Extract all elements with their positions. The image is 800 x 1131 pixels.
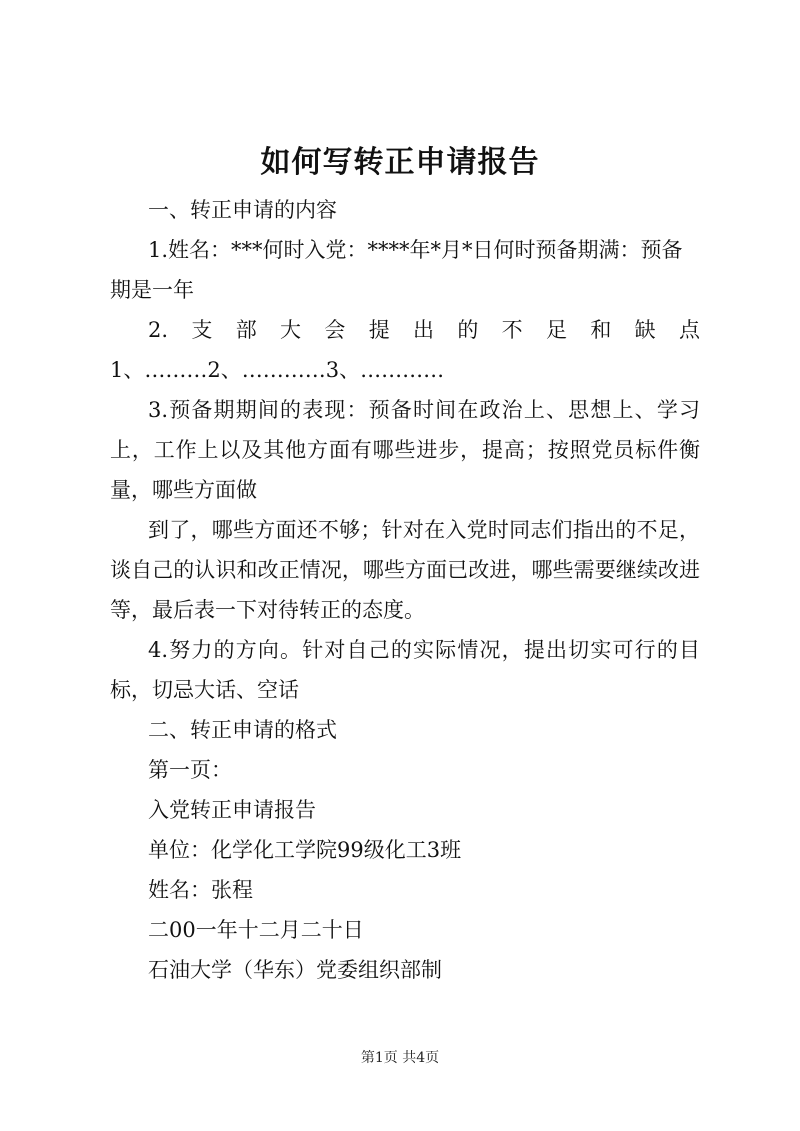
item-2-char: 缺: [634, 318, 656, 342]
page-one-label: 第一页：: [148, 758, 232, 782]
item-3-text: 3.预备期期间的表现：预备时间在政治上、思想上、学习上，工作上以及其他方面有哪些进步，提高；按照党员标件衡量，哪些方面做: [110, 398, 700, 502]
item-2-char: 会: [324, 318, 346, 342]
item-3-continuation: 到了，哪些方面还不够；针对在入党时同志们指出的不足，谈自己的认识和改正情况，哪些方面已改进，哪些需要继续改进等，最后表一下对待转正的态度。: [110, 518, 700, 622]
item-2-char: 点: [678, 318, 700, 342]
item-2-char: 出: [413, 318, 435, 342]
item-2-char: 提: [368, 318, 390, 342]
unit-line: 单位：化学化工学院99级化工3班: [148, 838, 462, 862]
document-body: [110, 190, 700, 990]
section-heading-content: 一、转正申请的内容: [148, 198, 337, 222]
item-4-text: 4.努力的方向。针对自己的实际情况，提出切实可行的目标，切忌大话、空话: [110, 638, 700, 702]
item-2-char: 和: [590, 318, 612, 342]
maker-line: 石油大学（华东）党委组织部制: [148, 958, 442, 982]
item-2-spread-line: [110, 310, 700, 350]
document-title: 如何写转正申请报告: [260, 145, 540, 180]
item-2-char: 的: [457, 318, 479, 342]
item-2-char: 支: [191, 318, 213, 342]
item-2-char: 大: [280, 318, 302, 342]
name-line: 姓名：张程: [148, 878, 253, 902]
item-2-char: 2.: [148, 318, 169, 342]
section-heading-format: 二、转正申请的格式: [148, 718, 337, 742]
item-1-line-1: 1.姓名：***何时入党：****年*月*日何时预备期满：预备: [148, 238, 683, 262]
date-line: 二00一年十二月二十日: [148, 918, 364, 942]
report-title: 入党转正申请报告: [148, 798, 316, 822]
item-1-line-2: 期是一年: [110, 278, 194, 302]
page-footer: 第1页 共4页: [360, 1050, 440, 1066]
item-2-char: 足: [546, 318, 567, 342]
item-2-char: 不: [501, 318, 523, 342]
item-2-char: 部: [235, 318, 257, 342]
item-1-text: [110, 230, 700, 310]
item-2-list-line: 1、………2、…………3、…………: [110, 358, 445, 382]
